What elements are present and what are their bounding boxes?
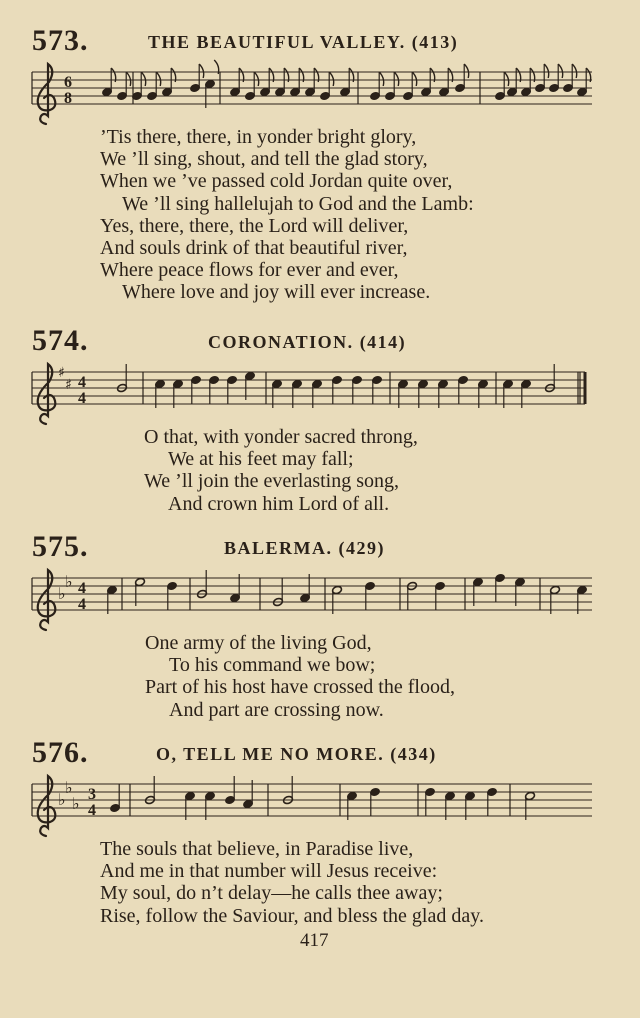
note-flag — [199, 64, 204, 78]
flat-sign: ♭ — [58, 584, 66, 603]
verse-line: And part are crossing now. — [169, 698, 384, 721]
verse-line: The souls that believe, in Paradise live, — [100, 838, 414, 860]
hymn-tune-ref: (414) — [359, 332, 407, 352]
verse-line: Part of his host have crossed the flood, — [145, 676, 455, 699]
flat-sign: ♭ — [58, 790, 66, 809]
time-signature-top: 3 — [88, 786, 96, 803]
verse-line: And crown him Lord of all. — [168, 492, 390, 515]
verse — [145, 632, 455, 721]
music-staff — [30, 62, 596, 132]
hymn-title-text: BALERMA. — [224, 538, 333, 558]
treble-clef-icon — [38, 776, 56, 836]
verse-line: My soul, do n’t delay—he calls thee away; — [100, 882, 443, 905]
verse-line: And me in that number will Jesus receive: — [100, 860, 438, 883]
verse-line: Where love and joy will ever increase. — [122, 281, 431, 304]
treble-clef-icon — [38, 364, 56, 424]
note-flag — [394, 72, 399, 86]
verse-line: We ’ll join the everlasting song, — [144, 470, 399, 493]
note-flag — [464, 64, 469, 78]
page-number: 417 — [300, 930, 329, 951]
verse-line: We ’ll sing hallelujah to God and the Lamb: — [122, 192, 474, 215]
hymn-tune-ref: (429) — [338, 538, 386, 558]
verse-line: To his command we bow; — [169, 654, 376, 677]
hymn-title — [156, 744, 437, 765]
hymn-tune-ref: (413) — [411, 32, 459, 52]
note-flag — [141, 72, 146, 86]
note-flag — [572, 64, 577, 78]
note-flag — [254, 72, 259, 86]
time-signature-bottom: 8 — [64, 90, 72, 107]
music-staff — [30, 568, 596, 638]
hymn-number: 576. — [32, 736, 89, 769]
hymn-title-text: O, TELL ME NO MORE. — [156, 744, 385, 764]
hymn-title-text: CORONATION. — [208, 332, 354, 352]
verse-line: And souls drink of that beautiful river, — [100, 236, 408, 259]
verse-line: When we ’ve passed cold Jordan quite over, — [100, 170, 453, 193]
hymn-title — [148, 32, 458, 53]
verse — [144, 426, 418, 515]
music-staff — [30, 774, 596, 844]
verse — [100, 126, 474, 304]
verse-line: Where peace flows for ever and ever, — [100, 259, 399, 282]
time-signature-bottom: 4 — [78, 390, 86, 407]
note-flag — [156, 72, 161, 86]
verse-line: Yes, there, there, the Lord will deliver, — [100, 214, 409, 237]
time-signature-top: 4 — [78, 374, 86, 391]
note-flag — [412, 72, 417, 86]
flat-sign: ♭ — [65, 572, 73, 591]
treble-clef-icon — [38, 64, 56, 124]
verse — [100, 838, 484, 927]
time-signature-top: 6 — [64, 74, 72, 91]
time-signature-bottom: 4 — [88, 802, 96, 819]
flat-sign: ♭ — [65, 778, 73, 797]
note-flag — [558, 64, 563, 78]
note-flag — [329, 72, 334, 86]
hymn-title-text: THE BEAUTIFUL VALLEY. — [148, 32, 406, 52]
verse-line: O that, with yonder sacred throng, — [144, 426, 418, 448]
hymn-number: 575. — [32, 530, 89, 563]
note-flag — [379, 72, 384, 86]
sharp-sign: ♯ — [65, 377, 72, 393]
time-signature-top: 4 — [78, 580, 86, 597]
hymn-title — [224, 538, 385, 559]
sharp-sign: ♯ — [58, 365, 65, 381]
note-flag — [504, 72, 509, 86]
hymn-number: 574. — [32, 324, 89, 357]
verse-line: We ’ll sing, shout, and tell the glad story, — [100, 148, 428, 171]
hymn-title — [208, 332, 406, 353]
treble-clef-icon — [38, 570, 56, 630]
verse-line: One army of the living God, — [145, 632, 372, 654]
verse-line: Rise, follow the Saviour, and bless the glad day. — [100, 904, 484, 927]
hymn-number: 573. — [32, 24, 89, 57]
verse-line: ’Tis there, there, in yonder bright glory, — [100, 126, 417, 148]
note-flag — [126, 72, 131, 86]
verse-line: We at his feet may fall; — [168, 448, 354, 471]
time-signature-bottom: 4 — [78, 596, 86, 613]
note-flag — [544, 64, 549, 78]
music-staff — [30, 362, 596, 432]
flat-sign: ♭ — [72, 794, 80, 813]
hymn-tune-ref: (434) — [390, 744, 437, 764]
